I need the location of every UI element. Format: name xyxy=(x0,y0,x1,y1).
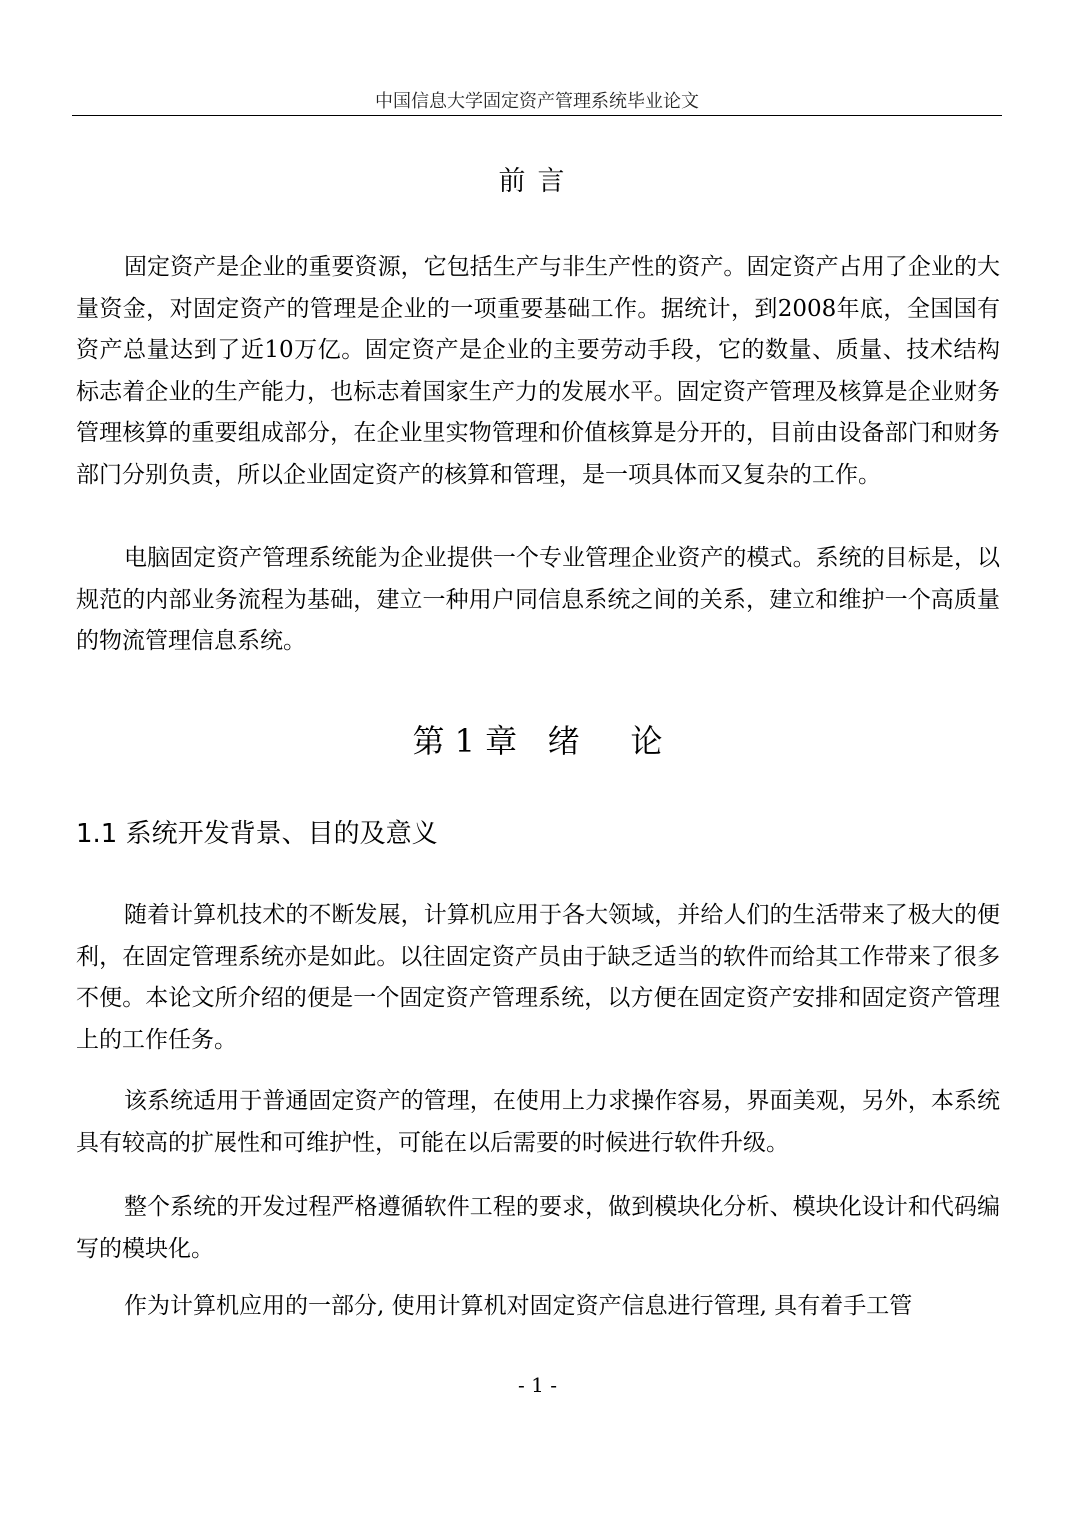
preface-paragraph-1: 固定资产是企业的重要资源，它包括生产与非生产性的资产。固定资产占用了企业的大量资金，对固定资产的管理是企业的一项重要基础工作。据统计，到2008年底，全国国有资产总量达到了近10万亿。固定资产是企业的主要劳动手段，它的数量、质量、技术结构标志着企业的生产能力，也标志着国家生产力的发展水平。固定资产管理及核算是企业财务管理核算的重要组成部分，在企业里实物管理和价值核算是分开的，目前由设备部门和财务部门分别负责，所以企业固定资产的核算和管理，是一项具体而又复杂的工作。 xyxy=(76,254,1000,488)
section-paragraph-4: 作为计算机应用的一部分, 使用计算机对固定资产信息进行管理, 具有着手工管 xyxy=(124,1293,913,1319)
section-paragraph-2: 该系统适用于普通固定资产的管理，在使用上力求操作容易，界面美观，另外，本系统具有较高的扩展性和可维护性，可能在以后需要的时候进行软件升级。 xyxy=(76,1088,1000,1156)
section-paragraph-1: 随着计算机技术的不断发展，计算机应用于各大领域，并给人们的生活带来了极大的便利，在固定管理系统亦是如此。以往固定资产员由于缺乏适当的软件而给其工作带来了很多不便。本论文所介绍的便是一个固定资产管理系统，以方便在固定资产安排和固定资产管理上的工作任务。 xyxy=(76,902,1000,1053)
preface-title: 前言 xyxy=(498,166,577,197)
chapter-title: 第 1 章 绪 论 xyxy=(412,722,663,760)
page-header: 中国信息大学固定资产管理系统毕业论文 xyxy=(72,88,1002,116)
preface-paragraph-2: 电脑固定资产管理系统能为企业提供一个专业管理企业资产的模式。系统的目标是，以规范的内部业务流程为基础，建立一种用户同信息系统之间的关系，建立和维护一个高质量的物流管理信息系统。 xyxy=(76,545,1000,654)
page-number: - 1 - xyxy=(518,1373,557,1397)
section-title: 1.1 系统开发背景、目的及意义 xyxy=(76,819,438,849)
section-paragraph-3: 整个系统的开发过程严格遵循软件工程的要求，做到模块化分析、模块化设计和代码编写的模块化。 xyxy=(76,1194,1000,1262)
